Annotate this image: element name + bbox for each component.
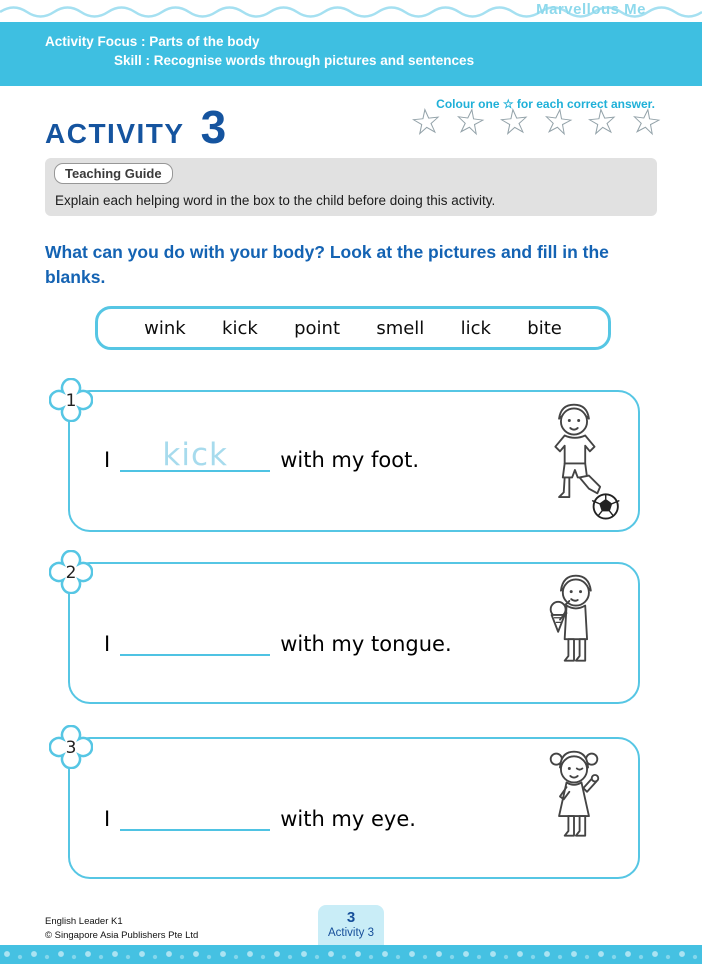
traced-answer: kick xyxy=(162,437,228,473)
answer-blank-3[interactable] xyxy=(120,795,270,831)
bottom-decoration-band xyxy=(0,945,702,964)
star-icon[interactable]: ☆ xyxy=(495,99,533,144)
star-icon[interactable]: ☆ xyxy=(583,99,621,144)
imprint xyxy=(45,915,198,944)
activity-focus-text: Activity Focus : Parts of the body xyxy=(45,34,260,49)
star-icon[interactable]: ☆ xyxy=(627,98,665,145)
star-icon[interactable]: ☆ xyxy=(407,99,445,144)
colour-instruction: Colour one ☆ for each correct answer. xyxy=(436,97,655,111)
sentence-suffix: with my tongue. xyxy=(280,632,452,656)
teaching-guide-box xyxy=(45,158,657,216)
answer-blank-2[interactable] xyxy=(120,620,270,656)
item-number: 3 xyxy=(65,737,77,758)
reward-stars xyxy=(407,98,665,145)
sentence-suffix: with my foot. xyxy=(280,448,419,472)
activity-title xyxy=(45,100,226,154)
sentence-prefix: I xyxy=(104,632,111,656)
star-icon[interactable]: ☆ xyxy=(451,98,489,145)
exercise-item-3 xyxy=(65,737,640,879)
header-band xyxy=(0,22,702,86)
exercise-item-2 xyxy=(65,562,640,704)
teaching-guide-label: Teaching Guide xyxy=(54,163,173,184)
item-number-badge xyxy=(49,725,93,769)
fill-in-sentence xyxy=(104,795,416,831)
item-number-badge xyxy=(49,378,93,422)
fill-in-sentence xyxy=(104,620,452,656)
word-bank-word: lick xyxy=(460,317,491,339)
footer-activity-label: Activity 3 xyxy=(327,927,374,939)
teaching-guide-text: Explain each helping word in the box to the child before doing this activity. xyxy=(55,193,496,208)
page-number-tab xyxy=(318,905,384,945)
word-bank xyxy=(95,306,611,350)
question-text: What can you do with your body? Look at the pictures and fill in the blanks. xyxy=(45,242,609,287)
girl-winking-illustration xyxy=(526,747,622,873)
word-bank-word: bite xyxy=(527,317,562,339)
item-number: 1 xyxy=(65,390,77,411)
activity-number: 3 xyxy=(200,101,227,153)
sentence-suffix: with my eye. xyxy=(280,807,416,831)
skill-text: Skill : Recognise words through pictures and sentences xyxy=(114,53,475,68)
word-bank-word: kick xyxy=(222,317,258,339)
star-icon[interactable]: ☆ xyxy=(539,98,577,145)
word-bank-word: point xyxy=(294,317,340,339)
boy-kicking-football-illustration xyxy=(526,400,622,526)
item-number: 2 xyxy=(65,562,77,583)
copyright-text: © Singapore Asia Publishers Pte Ltd xyxy=(45,929,199,941)
child-licking-ice-cream-illustration xyxy=(526,572,622,698)
book-title: English Leader K1 xyxy=(45,915,123,927)
exercise-item-1 xyxy=(65,390,640,532)
sentence-prefix: I xyxy=(104,448,111,472)
sentence-prefix: I xyxy=(104,807,111,831)
brand-title: Marvellous Me xyxy=(536,1,646,18)
fill-in-sentence xyxy=(104,436,419,472)
activity-label: ACTIVITY xyxy=(45,118,185,149)
item-number-badge xyxy=(49,550,93,594)
page-number: 3 xyxy=(346,909,356,926)
word-bank-word: wink xyxy=(144,317,186,339)
word-bank-word: smell xyxy=(376,317,425,339)
answer-blank-1[interactable] xyxy=(120,436,270,472)
